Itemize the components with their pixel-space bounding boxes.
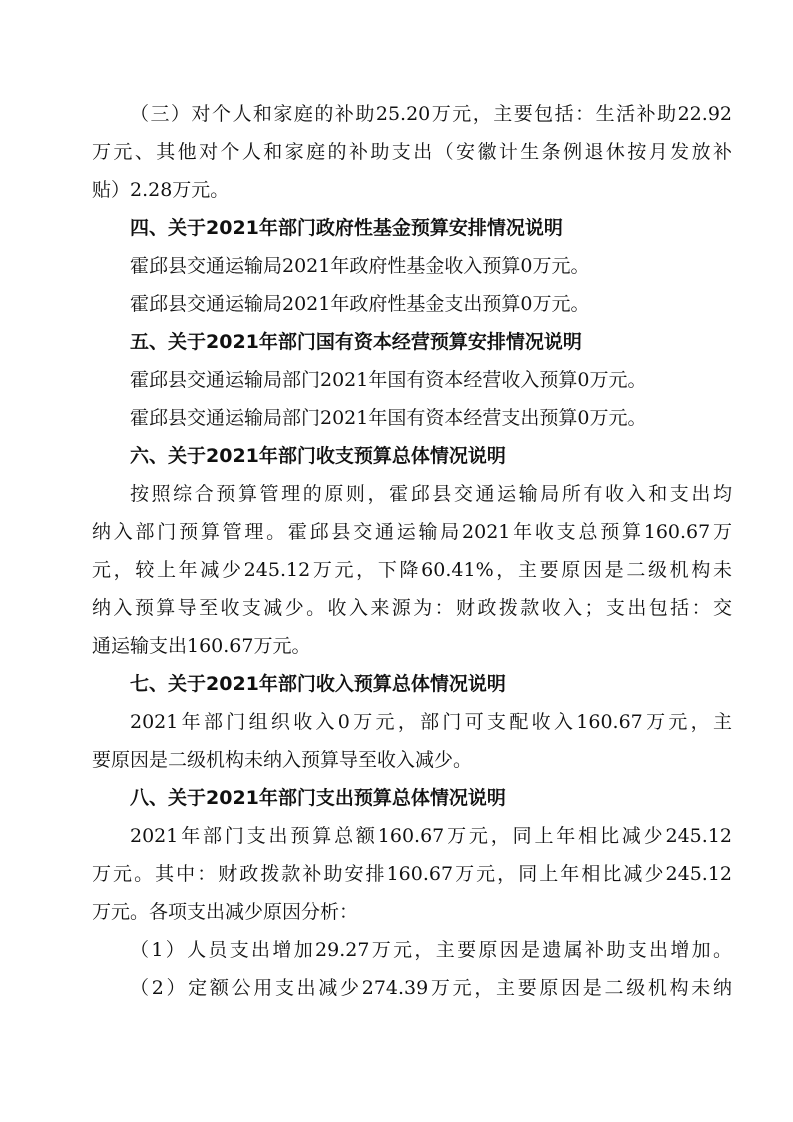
section-heading-6: 六、关于2021年部门收支预算总体情况说明 bbox=[130, 445, 506, 467]
paragraph-line: 2021年部门组织收入0万元，部门可支配收入160.67万元，主 bbox=[130, 711, 732, 733]
paragraph-line: （三）对个人和家庭的补助25.20万元，主要包括：生活补助22.92 bbox=[130, 103, 732, 125]
section-heading-7: 七、关于2021年部门收入预算总体情况说明 bbox=[130, 673, 506, 695]
paragraph-line: 霍邱县交通运输局2021年政府性基金支出预算0万元。 bbox=[130, 293, 590, 315]
paragraph-line: 纳入部门预算管理。霍邱县交通运输局2021年收支总预算160.67万 bbox=[92, 521, 732, 543]
section-heading-5: 五、关于2021年部门国有资本经营预算安排情况说明 bbox=[130, 331, 582, 353]
paragraph-line: 万元。其中：财政拨款补助安排160.67万元，同上年相比减少245.12 bbox=[92, 863, 732, 885]
paragraph-line: 霍邱县交通运输局部门2021年国有资本经营支出预算0万元。 bbox=[130, 407, 647, 429]
section-heading-8: 八、关于2021年部门支出预算总体情况说明 bbox=[130, 787, 506, 809]
paragraph-line: （1）人员支出增加29.27万元，主要原因是遗属补助支出增加。 bbox=[130, 939, 732, 961]
paragraph-line: 万元、其他对个人和家庭的补助支出（安徽计生条例退休按月发放补 bbox=[92, 141, 732, 163]
paragraph-line: 通运输支出160.67万元。 bbox=[92, 635, 311, 657]
section-heading-4: 四、关于2021年部门政府性基金预算安排情况说明 bbox=[130, 217, 563, 239]
paragraph-line: 霍邱县交通运输局部门2021年国有资本经营收入预算0万元。 bbox=[130, 369, 647, 391]
paragraph-line: 要原因是二级机构未纳入预算导至收入减少。 bbox=[92, 749, 473, 771]
paragraph-line: 霍邱县交通运输局2021年政府性基金收入预算0万元。 bbox=[130, 255, 590, 277]
paragraph-line: 万元。各项支出减少原因分析： bbox=[92, 901, 359, 923]
paragraph-line: 2021年部门支出预算总额160.67万元，同上年相比减少245.12 bbox=[130, 825, 732, 847]
paragraph-line: 纳入预算导至收支减少。收入来源为：财政拨款收入；支出包括：交 bbox=[92, 597, 732, 619]
paragraph-line: 贴）2.28万元。 bbox=[92, 179, 230, 201]
paragraph-line: 元，较上年减少245.12万元，下降60.41%，主要原因是二级机构未 bbox=[92, 559, 732, 581]
paragraph-line: （2）定额公用支出减少274.39万元，主要原因是二级机构未纳 bbox=[130, 977, 732, 999]
paragraph-line: 按照综合预算管理的原则，霍邱县交通运输局所有收入和支出均 bbox=[130, 483, 732, 505]
